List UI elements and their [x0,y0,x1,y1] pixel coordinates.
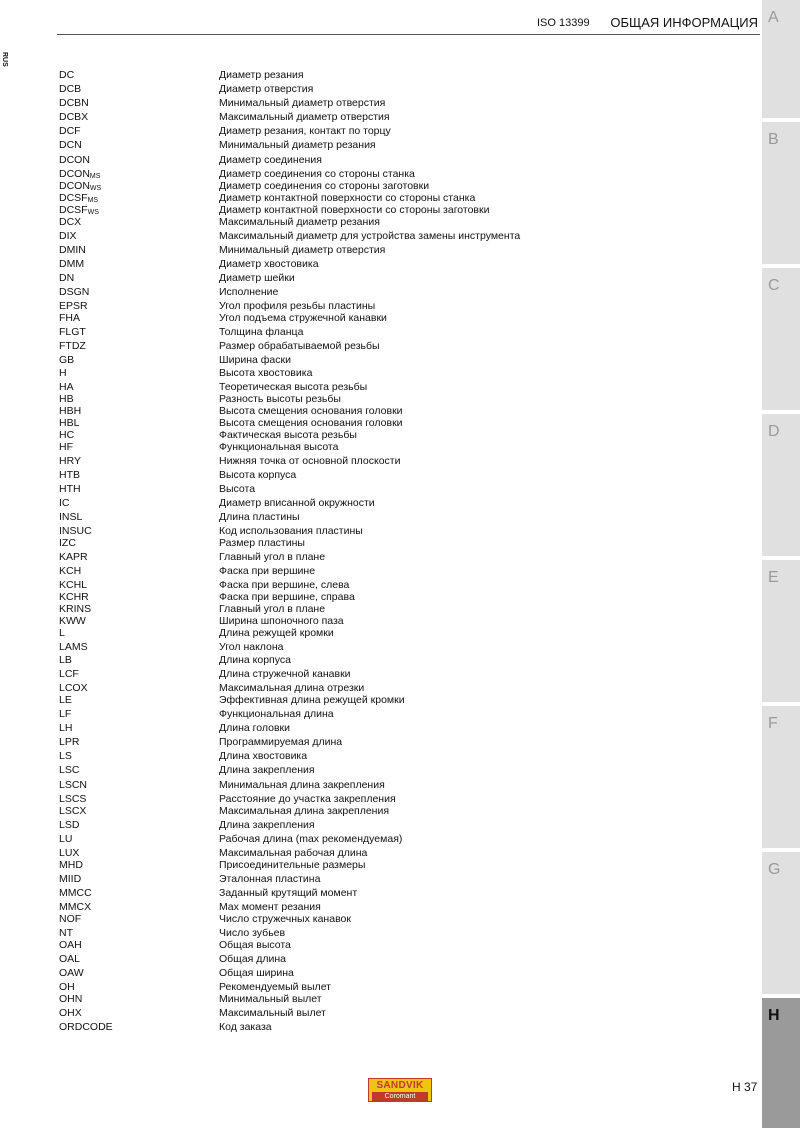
abbreviation-code: LPR [59,736,80,748]
abbreviation-description: Толщина фланца [219,326,304,338]
abbreviation-code: OAW [59,967,84,979]
abbreviation-description: Ширина шпоночного паза [219,615,344,627]
abbreviation-code: HF [59,441,73,453]
language-label: RUS [1,52,8,67]
abbreviation-code: LCF [59,668,79,680]
abbreviation-code: LU [59,833,73,845]
sandvik-logo [368,1078,432,1102]
abbreviation-code: DCBN [59,97,89,109]
list-item [59,722,749,736]
abbreviation-code: LF [59,708,72,720]
abbreviation-subscript: WS [87,209,99,216]
abbreviation-description: Диаметр хвостовика [219,258,319,270]
abbreviation-code: DMM [59,258,85,270]
abbreviation-subscript: MS [89,173,101,180]
logo-sub: Coromant [372,1092,428,1101]
abbreviation-code: IZC [59,537,76,549]
logo-brand: SANDVIK [376,1080,424,1091]
abbreviation-code: HBH [59,405,82,417]
abbreviation-description: Максимальный диаметр отверстия [219,111,390,123]
tab-label: G [768,861,781,878]
abbreviation-code: DCON [59,154,90,166]
abbreviation-code: LUX [59,847,80,859]
abbreviation-code: DCBX [59,111,89,123]
abbreviation-code: KCH [59,565,82,577]
tab-label: E [768,569,779,586]
abbreviation-code: $DCON_{MS}$ [59,168,101,180]
abbreviation-code: FLGT [59,326,86,338]
abbreviation-code: LE [59,694,72,706]
list-item [59,367,749,381]
list-item [59,244,749,258]
abbreviation-description: Диаметр соединения со стороны заготовки [219,180,430,192]
abbreviation-code: DCF [59,125,81,137]
abbreviation-code: LSD [59,819,80,831]
abbreviation-code: L [59,627,65,639]
abbreviation-description: Разность высоты резьбы [219,393,341,405]
abbreviation-description: Фаска при вершине [219,565,316,577]
list-item [59,83,749,97]
list-item [59,887,749,901]
abbreviation-description: Функциональная высота [219,441,339,453]
abbreviation-description: Длина закрепления [219,764,315,776]
tab-a[interactable] [762,0,800,122]
abbreviation-description: Нижняя точка от основной плоскости [219,455,401,467]
abbreviation-code: KAPR [59,551,88,563]
abbreviation-description: Общая высота [219,939,291,951]
abbreviation-code: MMCX [59,901,92,913]
abbreviation-code: H [59,367,67,379]
list-item [59,272,749,286]
abbreviation-code: OHN [59,993,83,1005]
list-item [59,764,749,778]
list-item [59,833,749,847]
abbreviation-description: Длина головки [219,722,290,734]
abbreviation-description: Код использования пластины [219,525,363,537]
list-item [59,258,749,272]
abbreviation-description: Минимальный диаметр резания [219,139,376,151]
abbreviation-code: LSCX [59,805,87,817]
list-item [59,139,749,153]
abbreviation-description: Диаметр шейки [219,272,295,284]
abbreviation-code: LSCN [59,779,88,791]
abbreviation-code: DIX [59,230,77,242]
abbreviation-description: Число зубьев [219,927,286,939]
list-item [59,216,749,230]
abbreviation-code: NOF [59,913,82,925]
abbreviation-description: Минимальная длина закрепления [219,779,385,791]
abbreviation-code: HC [59,429,75,441]
abbreviation-code: $DCSF_{WS}$ [59,204,99,216]
abbreviation-code: OAH [59,939,82,951]
list-item [59,859,749,873]
tab-h[interactable] [762,998,800,1132]
list-item [59,154,749,168]
abbreviation-description: Высота корпуса [219,469,297,481]
abbreviation-code: HTB [59,469,80,481]
section-title: ОБЩАЯ ИНФОРМАЦИЯ [610,15,758,30]
tab-d[interactable] [762,414,800,560]
abbreviation-description: Число стружечных канавок [219,913,351,925]
abbreviation-code: INSUC [59,525,92,537]
abbreviation-code: LCOX [59,682,88,694]
abbreviation-description: Теоретическая высота резьбы [219,381,368,393]
abbreviation-code: HB [59,393,74,405]
abbreviation-code: DCN [59,139,82,151]
abbreviation-description: Общая ширина [219,967,294,979]
list-item [59,708,749,722]
list-item [59,230,749,244]
abbreviation-description: Эталонная пластина [219,873,321,885]
abbreviation-code: OAL [59,953,81,965]
abbreviation-description: Угол профиля резьбы пластины [219,300,376,312]
abbreviation-description: Длина пластины [219,511,300,523]
abbreviation-code: $DCSF_{MS}$ [59,192,99,204]
abbreviation-code: DMIN [59,244,86,256]
list-item [59,750,749,764]
abbreviation-description: Высота смещения основания головки [219,417,403,429]
list-item [59,511,749,525]
abbreviation-description: Общая длина [219,953,287,965]
abbreviation-description: Рабочая длина (max рекомендуемая) [219,833,403,845]
list-item [59,967,749,981]
abbreviation-description: Ширина фаски [219,354,291,366]
abbreviation-code: LAMS [59,641,88,653]
abbreviation-description: Длина закрепления [219,819,315,831]
abbreviation-description: Высота хвостовика [219,367,313,379]
standard-label: ISO 13399 [537,17,590,29]
abbreviation-description: Минимальный диаметр отверстия [219,97,386,109]
tab-label: B [768,131,779,148]
abbreviation-description: Размер обрабатываемой резьбы [219,340,380,352]
abbreviation-description: Угол подъема стружечной канавки [219,312,387,324]
tab-e[interactable] [762,560,800,706]
tab-label: F [768,715,778,732]
list-item [59,125,749,139]
tab-c[interactable] [762,268,800,414]
list-item [59,819,749,833]
list-item [59,551,749,565]
abbreviation-code: DCB [59,83,82,95]
abbreviation-code: IC [59,497,70,509]
abbreviation-code: FTDZ [59,340,86,352]
abbreviation-description: Максимальная длина закрепления [219,805,390,817]
abbreviation-description: Исполнение [219,286,279,298]
abbreviation-code: LH [59,722,73,734]
abbreviation-description: Фаска при вершине, справа [219,591,355,603]
abbreviation-description: Диаметр контактной поверхности со стороны станка [219,192,476,204]
abbreviation-description: Высота [219,483,256,495]
tab-f[interactable] [762,706,800,852]
list-item [59,326,749,340]
abbreviation-code: FHA [59,312,80,324]
abbreviation-description: Max момент резания [219,901,321,913]
tab-g[interactable] [762,852,800,998]
abbreviation-code: OHX [59,1007,82,1019]
abbreviation-description: Диаметр контактной поверхности со стороны заготовки [219,204,490,216]
abbreviation-code: DCX [59,216,82,228]
abbreviation-description: Длина корпуса [219,654,291,666]
page-number: H 37 [732,1080,758,1094]
abbreviation-code: DN [59,272,75,284]
list-item [59,694,749,708]
abbreviation-code: KWW [59,615,86,627]
abbreviation-description: Присоединительные размеры [219,859,366,871]
abbreviation-description: Максимальная длина отрезки [219,682,365,694]
abbreviation-code: DC [59,69,75,81]
abbreviation-code: MMCC [59,887,92,899]
abbreviation-description: Главный угол в плане [219,551,326,563]
list-item [59,779,749,793]
abbreviation-description: Эффективная длина режущей кромки [219,694,405,706]
abbreviation-code: LS [59,750,72,762]
abbreviation-code: OH [59,981,75,993]
list-item [59,565,749,579]
abbreviation-code: DSGN [59,286,90,298]
list-item [59,1007,749,1021]
abbreviation-description: Максимальная рабочая длина [219,847,368,859]
abbreviation-code: INSL [59,511,83,523]
abbreviation-code: NT [59,927,73,939]
list-item [59,469,749,483]
abbreviation-description: Высота смещения основания головки [219,405,403,417]
abbreviation-description: Максимальный диаметр для устройства замены инструмента [219,230,521,242]
abbreviation-subscript: WS [89,185,102,192]
abbreviation-description: Фактическая высота резьбы [219,429,357,441]
abbreviation-description: Максимальный вылет [219,1007,326,1019]
list-item [59,286,749,300]
list-item [59,993,749,1007]
abbreviation-description: Программируемая длина [219,736,343,748]
tab-b[interactable] [762,122,800,268]
list-item [59,354,749,368]
list-item [59,668,749,682]
list-item [59,1021,749,1035]
abbreviation-description: Диаметр резания, контакт по торцу [219,125,391,137]
abbreviation-code: GB [59,354,75,366]
abbreviation-code: EPSR [59,300,88,312]
abbreviation-description: Длина стружечной канавки [219,668,351,680]
abbreviation-code: ORDCODE [59,1021,113,1033]
abbreviation-code: HBL [59,417,80,429]
list-item [59,537,749,551]
list-item [59,455,749,469]
abbreviation-description: Код заказа [219,1021,272,1033]
abbreviation-description: Диаметр резания [219,69,304,81]
list-item [59,654,749,668]
list-item [59,69,749,83]
list-item [59,340,749,354]
abbreviation-code: MIID [59,873,82,885]
abbreviation-code: HRY [59,455,81,467]
list-item [59,497,749,511]
list-item [59,312,749,326]
list-item [59,483,749,497]
tab-label: D [768,423,780,440]
list-item [59,97,749,111]
section-tabs [762,0,800,1132]
abbreviation-subscript: MS [87,197,99,204]
abbreviation-code: MHD [59,859,83,871]
list-item [59,873,749,887]
abbreviation-description: Функциональная длина [219,708,334,720]
list-item [59,111,749,125]
abbreviation-description: Диаметр отверстия [219,83,314,95]
abbreviation-code: LSC [59,764,80,776]
abbreviation-description: Максимальный диаметр резания [219,216,380,228]
abbreviation-code: HA [59,381,74,393]
list-item [59,805,749,819]
tab-label: A [768,9,779,26]
abbreviation-description: Минимальный диаметр отверстия [219,244,386,256]
abbreviation-description: Расстояние до участка закрепления [219,793,396,805]
abbreviation-description: Главный угол в плане [219,603,326,615]
list-item [59,641,749,655]
abbreviation-description: Фаска при вершине, слева [219,579,350,591]
list-item [59,953,749,967]
abbreviation-description: Размер пластины [219,537,305,549]
abbreviation-description: Угол наклона [219,641,284,653]
tab-label: C [768,277,780,294]
page-header [57,14,760,35]
abbreviation-description: Длина режущей кромки [219,627,334,639]
abbreviation-code: LSCS [59,793,87,805]
list-item [59,627,749,641]
abbreviation-code: LB [59,654,72,666]
list-item [59,736,749,750]
abbreviation-description: Заданный крутящий момент [219,887,358,899]
abbreviation-code: $DCON_{WS}$ [59,180,102,192]
list-item [59,441,749,455]
abbreviation-description: Длина хвостовика [219,750,308,762]
list-item [59,939,749,953]
list-item [59,913,749,927]
abbreviation-description: Диаметр вписанной окружности [219,497,375,509]
abbreviation-description: Диаметр соединения [219,154,322,166]
abbreviation-description: Диаметр соединения со стороны станка [219,168,415,180]
abbreviation-description: Минимальный вылет [219,993,322,1005]
abbreviation-code: KCHL [59,579,88,591]
abbreviation-description: Рекомендуемый вылет [219,981,331,993]
abbreviation-code: KCHR [59,591,89,603]
tab-label: H [768,1007,780,1024]
abbreviation-code: HTH [59,483,81,495]
abbreviation-code: KRINS [59,603,92,615]
